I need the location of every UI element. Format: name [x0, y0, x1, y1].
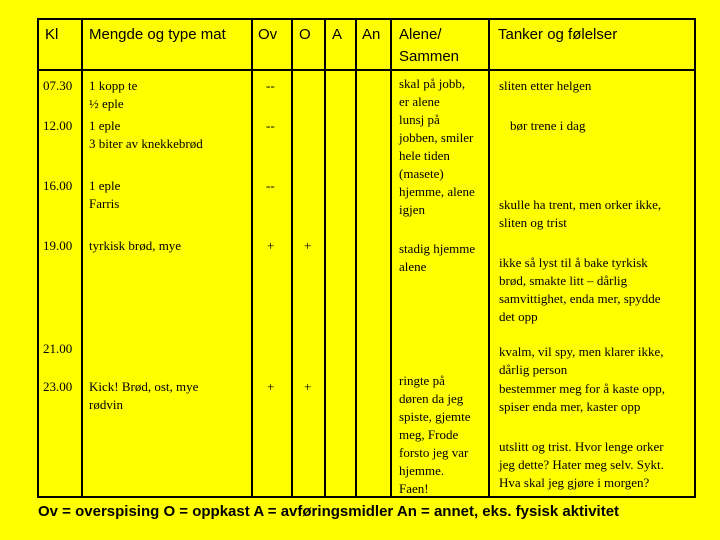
column-divider	[251, 18, 253, 498]
food-cell: 1 kopp te ½ eple	[89, 78, 138, 111]
ov-cell: --	[266, 78, 275, 93]
ov-cell: +	[267, 238, 275, 253]
legend: Ov = overspising O = oppkast A = avføringsmidler An = annet, eks. fysisk aktivitet	[38, 503, 620, 520]
header-alene-sammen: Alene/ Sammen	[399, 26, 460, 65]
food-cell: 1 eple Farris	[89, 178, 121, 211]
table-border-right	[694, 18, 696, 498]
column-divider	[324, 18, 326, 498]
ov-cell: --	[266, 118, 275, 133]
header-a: A	[332, 26, 343, 43]
column-divider	[355, 18, 357, 498]
feeling-note: kvalm, vil spy, men klarer ikke, dårlig person	[499, 344, 664, 377]
table-border-bottom	[37, 496, 696, 498]
feeling-note: ikke så lyst til å bake tyrkisk brød, smakte litt – dårlig samvittighet, enda mer, spydde det opp	[499, 255, 661, 324]
time-cell: 21.00	[43, 341, 73, 356]
alone-note: stadig hjemme alene	[399, 241, 476, 274]
table-border-left	[37, 18, 39, 498]
time-cell: 16.00	[43, 178, 73, 193]
header-separator	[37, 69, 696, 71]
feeling-note: utslitt og trist. Hvor lenge orker jeg dette? Hater meg selv. Sykt. Hva skal jeg gjøre i morgen?	[499, 439, 664, 490]
header-ov: Ov	[258, 26, 278, 43]
alone-note: skal på jobb, er alene	[399, 76, 466, 109]
header-mengde: Mengde og type mat	[89, 26, 226, 43]
column-divider	[291, 18, 293, 498]
alone-note: lunsj på jobben, smiler hele tiden (masete)	[399, 112, 474, 181]
ov-cell: --	[266, 178, 275, 193]
header-an: An	[362, 26, 381, 43]
column-divider	[81, 18, 83, 498]
column-divider	[488, 18, 490, 498]
food-cell: tyrkisk brød, mye	[89, 238, 182, 253]
feeling-note: sliten etter helgen	[499, 78, 592, 93]
time-cell: 19.00	[43, 238, 73, 253]
time-cell: 23.00	[43, 379, 73, 394]
time-cell: 12.00	[43, 118, 73, 133]
column-divider	[390, 18, 392, 498]
o-cell: +	[304, 379, 312, 394]
header-kl: Kl	[45, 26, 59, 43]
o-cell: +	[304, 238, 312, 253]
ov-cell: +	[267, 379, 275, 394]
feeling-note: skulle ha trent, men orker ikke, sliten og trist	[499, 197, 662, 230]
header-o: O	[299, 26, 311, 43]
time-cell: 07.30	[43, 78, 73, 93]
header-tanker: Tanker og følelser	[498, 26, 618, 43]
alone-note: hjemme, alene igjen	[399, 184, 475, 217]
feeling-note: bør trene i dag	[510, 118, 586, 133]
alone-note: ringte på døren da jeg spiste, gjemte meg, Frode forsto jeg var hjemme. Faen!	[399, 373, 471, 496]
food-cell: Kick! Brød, ost, mye rødvin	[89, 379, 199, 412]
table-border-top	[37, 18, 696, 20]
feeling-note: bestemmer meg for å kaste opp, spiser enda mer, kaster opp	[499, 381, 666, 414]
food-cell: 1 eple 3 biter av knekkebrød	[89, 118, 203, 151]
